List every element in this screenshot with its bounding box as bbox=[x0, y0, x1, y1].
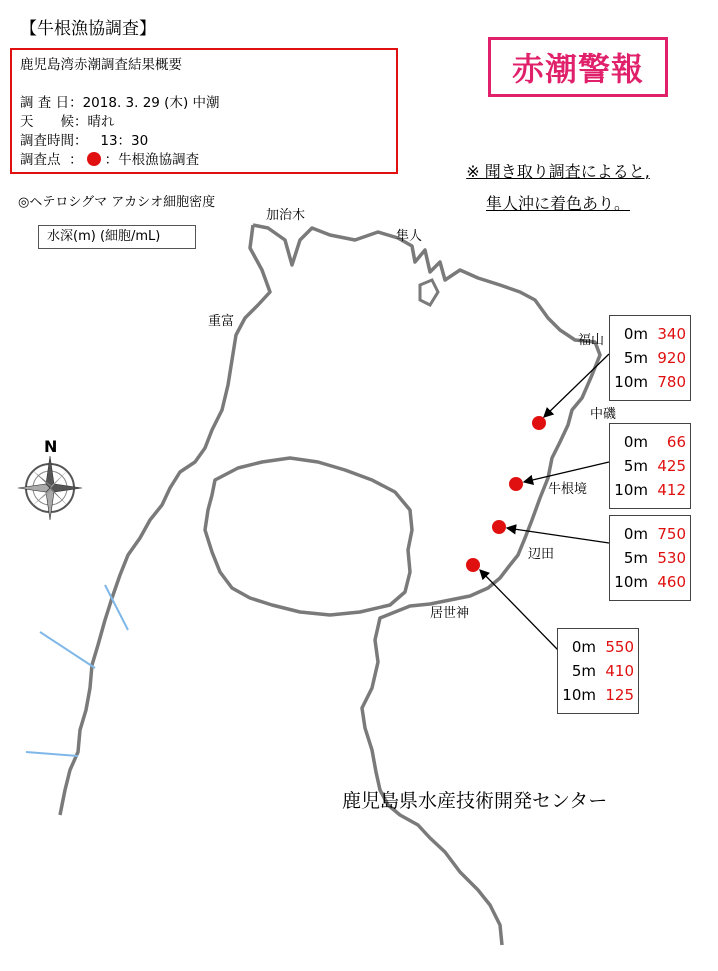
survey-point-label: 調査点 bbox=[20, 152, 61, 168]
sakurajima-coastline bbox=[205, 458, 412, 615]
depth-label: 0m bbox=[571, 638, 596, 656]
place-isejin: 居世神 bbox=[430, 606, 470, 621]
survey-time-row: 調査時間： 13：30 bbox=[20, 133, 149, 149]
cell-density: 750 bbox=[657, 525, 686, 543]
river-3 bbox=[26, 752, 78, 756]
cell-density: 412 bbox=[657, 481, 686, 499]
station-4-row-10m bbox=[558, 683, 638, 707]
station-3-row-5m bbox=[610, 546, 690, 570]
weather-label: 天 候 bbox=[20, 114, 74, 130]
red-tide-alert-badge: 赤潮警報 bbox=[488, 37, 668, 97]
depth-label: 10m bbox=[614, 573, 648, 591]
cell-density: 530 bbox=[657, 549, 686, 567]
survey-info-box bbox=[10, 48, 398, 174]
depth-label: 0m bbox=[623, 525, 648, 543]
cell-density: 66 bbox=[666, 433, 686, 451]
depth-label: 5m bbox=[623, 349, 648, 367]
units-legend: 水深(m) (細胞/mL) bbox=[38, 225, 196, 249]
compass-north-label: N bbox=[44, 437, 58, 456]
cell-density: 460 bbox=[657, 573, 686, 591]
place-nakaiso: 中磯 bbox=[590, 407, 617, 422]
place-heta: 辺田 bbox=[528, 547, 555, 562]
place-fukuyama: 福山 bbox=[578, 333, 605, 348]
station-data-box-1 bbox=[609, 315, 691, 401]
station-3-row-10m bbox=[610, 570, 690, 594]
cell-density: 550 bbox=[605, 638, 634, 656]
survey-title: 鹿児島湾赤潮調査結果概要 bbox=[20, 57, 182, 73]
depth-label: 5m bbox=[623, 549, 648, 567]
depth-label: 10m bbox=[614, 481, 648, 499]
station-2-row-5m bbox=[610, 454, 690, 478]
cell-density: 410 bbox=[605, 662, 634, 680]
depth-label: 10m bbox=[614, 373, 648, 391]
depth-label: 0m bbox=[623, 433, 648, 451]
weather-value: 晴れ bbox=[87, 114, 115, 130]
arrow-station-4 bbox=[480, 570, 558, 650]
station-dot-3 bbox=[492, 520, 506, 534]
station-2-row-10m bbox=[610, 478, 690, 502]
station-4-row-5m bbox=[558, 659, 638, 683]
weather-row: 天 候：晴れ bbox=[20, 114, 115, 130]
river-2 bbox=[40, 632, 95, 668]
place-shigetomi: 重富 bbox=[208, 314, 235, 329]
place-ushinezakai: 牛根境 bbox=[548, 482, 588, 497]
survey-point-value: ：牛根漁協調査 bbox=[104, 152, 200, 168]
hearing-note bbox=[438, 156, 678, 220]
red-dot-icon bbox=[87, 152, 101, 166]
compass-rose-icon bbox=[14, 436, 86, 522]
header-title: 【牛根漁協調査】 bbox=[20, 19, 156, 39]
cell-density: 125 bbox=[605, 686, 634, 704]
depth-label: 5m bbox=[571, 662, 596, 680]
cell-density: 920 bbox=[657, 349, 686, 367]
cell-density: 425 bbox=[657, 457, 686, 475]
survey-time-label: 調査時間 bbox=[20, 133, 74, 149]
station-data-box-4 bbox=[557, 628, 639, 714]
cell-density: 780 bbox=[657, 373, 686, 391]
station-1-row-0m bbox=[610, 322, 690, 346]
survey-date-row: 調 査 日：2018. 3. 29 (木) 中潮 bbox=[20, 95, 220, 111]
hearing-note-line2: 隼人沖に着色あり。 bbox=[485, 194, 630, 213]
station-1-row-5m bbox=[610, 346, 690, 370]
depth-label: 0m bbox=[623, 325, 648, 343]
depth-label: 10m bbox=[562, 686, 596, 704]
station-4-row-0m bbox=[558, 635, 638, 659]
bay-coastline bbox=[253, 225, 600, 945]
west-coastline bbox=[60, 225, 270, 815]
survey-time-value: 13：30 bbox=[100, 133, 149, 149]
survey-point-row: 調査点 ： ：牛根漁協調査 bbox=[20, 152, 200, 168]
station-dot-1 bbox=[532, 416, 546, 430]
station-dot-4 bbox=[466, 558, 480, 572]
species-legend: ◎ヘテロシグマ アカシオ細胞密度 bbox=[18, 195, 216, 210]
depth-label: 5m bbox=[623, 457, 648, 475]
station-data-box-3 bbox=[609, 515, 691, 601]
station-3-row-0m bbox=[610, 522, 690, 546]
place-kajiki: 加治木 bbox=[266, 208, 306, 223]
station-data-box-2 bbox=[609, 423, 691, 509]
survey-date-value: 2018. 3. 29 (木) 中潮 bbox=[82, 95, 220, 111]
survey-date-label: 調 査 日 bbox=[20, 95, 70, 111]
station-1-row-10m bbox=[610, 370, 690, 394]
cell-density: 340 bbox=[657, 325, 686, 343]
organization-name: 鹿児島県水産技術開発センター bbox=[342, 790, 608, 812]
place-hayato: 隼人 bbox=[396, 229, 423, 244]
station-dot-2 bbox=[509, 477, 523, 491]
station-2-row-0m bbox=[610, 430, 690, 454]
islet bbox=[420, 280, 438, 305]
hearing-note-line1: ※ 聞き取り調査によると, bbox=[466, 162, 650, 181]
